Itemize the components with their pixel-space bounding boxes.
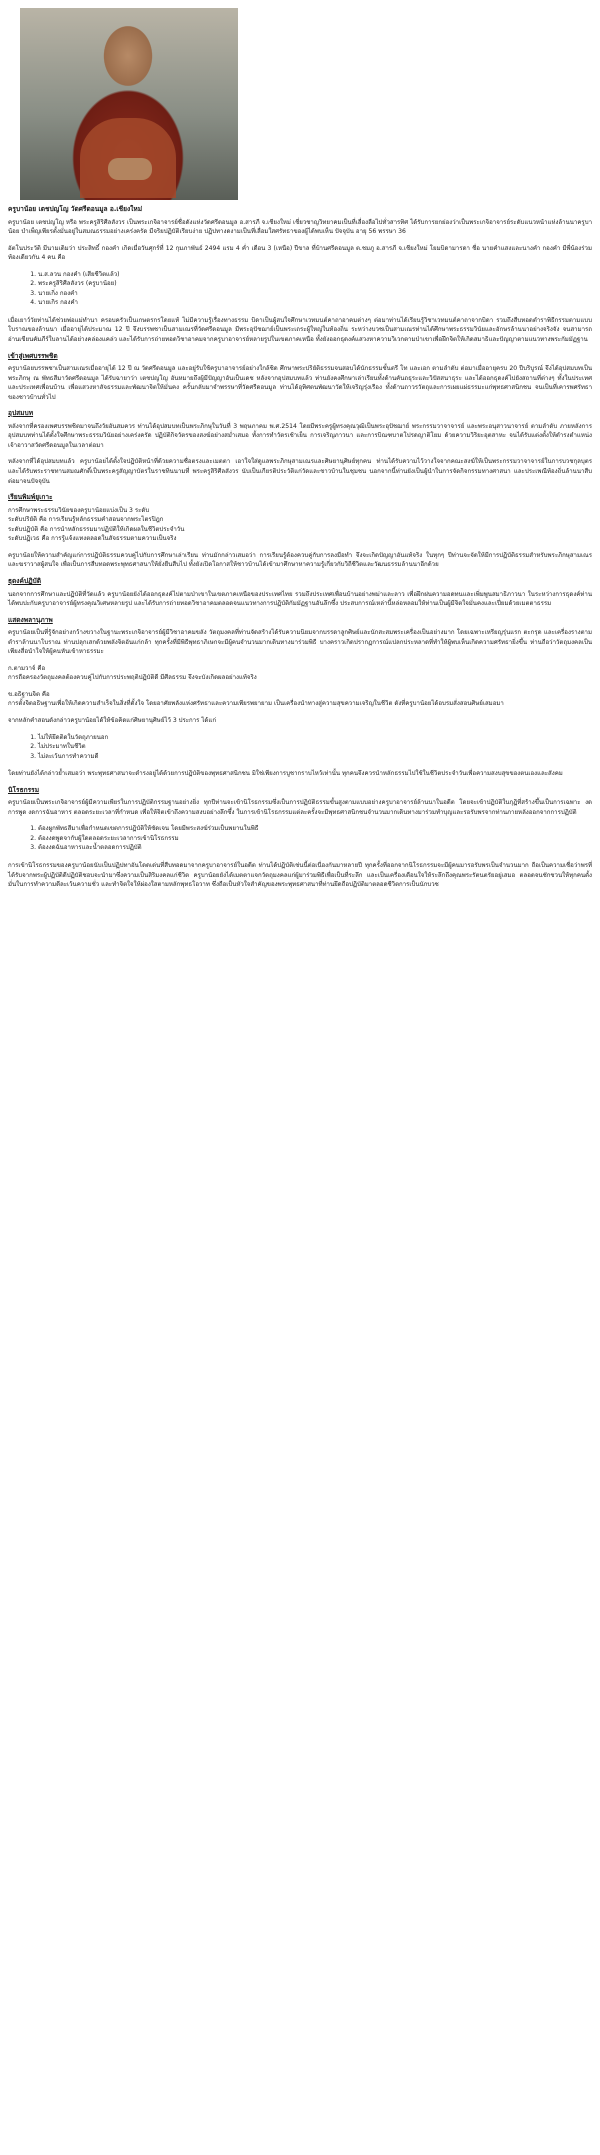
subsection-text: การถือครองวัตถุมงคลต้องควบคู่ไปกับการประพฤติปฏิบัติดี มีศีลธรรม จึงจะบังเกิดผลอย่างแท้จริง	[8, 674, 257, 682]
section-heading: แสดงพลานุภาพ	[8, 615, 53, 624]
subsection-text: การตั้งจิตอธิษฐานเพื่อให้เกิดความสำเร็จในสิ่งที่ตั้งใจ โดยอาศัยพลังแห่งศรัทธาและความเพียรพยายาม เป็นเครื่องนำทางสู่ความสุขความเจริญในชีวิต ดังที่ครูบาน้อยได้อบรมสั่งสอนศิษย์เสมอมา	[8, 700, 504, 708]
list-item: 1. ไม่ให้ยึดติดในวัตถุภายนอก	[38, 733, 592, 743]
list-item: 2. ไม่ประมาทในชีวิต	[38, 742, 592, 752]
section-intro: การศึกษาพระธรรมวินัยของครูบาน้อยแบ่งเป็น 3 ระดับ	[8, 506, 150, 514]
subsection-label: ก.ตามวาจ์ คือ	[8, 664, 46, 672]
section-paragraph: จากหลักคำสอนดังกล่าวครูบาน้อยได้ให้ข้อคิดแก่ศิษยานุศิษย์ไว้ 3 ประการ ได้แก่	[8, 716, 217, 724]
section-heading: อุปสมบท	[8, 409, 34, 418]
article-title: ครูบาน้อย เตชปญโญ วัดศรีดอนมูล อ.เชียงใหม่	[8, 205, 143, 213]
section-paragraph: หลังจากที่ได้อุปสมบทแล้ว ครูบาน้อยได้ตั้งใจปฏิบัติหน้าที่ด้วยความซื่อตรงและเมตตา เอาใจใส่ดูแลพระภิกษุสามเณรและศิษยานุศิษย์ทุกคน ท่านได้รับความไว้วางใจจากคณะสงฆ์ให้เป็นพระกรรมวาจาจารย์ในการบวชกุลบุตร และได้รับพระราชทานสมณศักดิ์เป็นพระครูสัญญาบัตรในราชทินนามที่ พระครูสิริศีลสังวร นับเป็นเกียรติประวัติแก่วัดและชาวบ้านในชุมชน นอกจากนี้ท่านยังเป็นผู้นำในการจัดกิจกรรมทางศาสนา และประเพณีท้องถิ่นล้านนาสืบต่อมาจนปัจจุบัน	[8, 458, 592, 485]
section-heading: เข้าสู่เพศบรรพชิต	[8, 351, 58, 360]
section-paragraph: นอกจากการศึกษาและปฏิบัติที่วัดแล้ว ครูบาน้อยยังได้ออกธุดงค์ไปตามป่าเขาในเขตภาคเหนือของประเทศไทย รวมถึงประเทศเพื่อนบ้านอย่างพม่าและลาว เพื่อฝึกฝนความอดทนและเพิ่มพูนสมาธิภาวนา ในระหว่างการธุดงค์ท่านได้พบปะกับครูบาอาจารย์ผู้ทรงคุณวิเศษหลายรูป และได้รับการถ่ายทอดวิชาอาคมตลอดจนแนวทางการปฏิบัติกัมมัฏฐานอันลึกซึ้ง ประสบการณ์เหล่านี้หล่อหลอมให้ท่านเป็นผู้มีจิตใจมั่นคงและเปี่ยมด้วยเมตตาธรรม	[8, 590, 592, 608]
level-item: ระดับปริยัติ คือ การเรียนรู้หลักธรรมคำสอนจากพระไตรปิฎก	[8, 516, 164, 524]
steps-list	[38, 824, 592, 853]
bio-paragraph: อัตโนประวัติ มีนามเดิมว่า ประสิทธิ์ กองคำ เกิดเมื่อวันศุกร์ที่ 12 กุมภาพันธ์ 2494 แรม 4 ค่ำ เดือน 3 (เหนือ) ปีขาล ที่บ้านศรีดอนมูล ต.ชมภู อ.สารภี จ.เชียงใหม่ โยมบิดามารดา ชื่อ นายคำแสงและนางคำ กองคำ มีพี่น้องร่วมท้องเดียวกัน 4 คน คือ	[8, 244, 592, 262]
section-paragraph: ครูบาน้อยเป็นพระเกจิอาจารย์ผู้มีความเพียรในการปฏิบัติกรรมฐานอย่างยิ่ง ทุกปีท่านจะเข้านิโรธกรรมซึ่งเป็นการปฏิบัติธรรมขั้นสูงตามแบบอย่างครูบาอาจารย์ล้านนาในอดีต โดยจะเข้าปฏิบัติในกุฏิที่สร้างขึ้นเป็นการเฉพาะ งดการพูด งดการฉันอาหาร ตลอดระยะเวลาที่กำหนด เพื่อให้จิตเข้าถึงความสงบอย่างลึกซึ้ง ในการเข้านิโรธกรรมแต่ละครั้งจะมีพุทธศาสนิกชนจำนวนมากเดินทางมาร่วมทำบุญและรอรับพรจากท่านภายหลังออกจากการปฏิบัติ	[8, 799, 592, 816]
article-content	[8, 205, 592, 897]
intro-paragraph: ครูบาน้อย เตชปญโญ หรือ พระครูสิริศีลสังวร เป็นพระเกจิอาจารย์ชื่อดังแห่งวัดศรีดอนมูล อ.สารภี จ.เชียงใหม่ เชี่ยวชาญวิทยาคมเป็นที่เลื่องลือไปทั่วสารทิศ ได้รับการยกย่องว่าเป็นพระเกจิอาจารย์ระดับแนวหน้าแห่งล้านนาครูบาน้อย บำเพ็ญเพียรตั้งมั่นอยู่ในสมณธรรมอย่างเคร่งครัด มีจริยปฏิบัติเรียบง่าย ปฏิปทางดงามเป็นที่เลื่อมใสศรัทธาของผู้ได้พบเห็น ปัจจุบัน อายุ 56 พรรษา 36	[8, 218, 592, 236]
monk-portrait-photo	[20, 8, 238, 200]
section-paragraph: โดยท่านยังได้กล่าวย้ำเสมอว่า พระพุทธศาสนาจะดำรงอยู่ได้ด้วยการปฏิบัติของพุทธศาสนิกชน มิใช่เพียงการบูชากราบไหว้เท่านั้น ทุกคนจึงควรนำหลักธรรมไปใช้ในชีวิตประจำวันเพื่อความสงบสุขของตนเองและสังคม	[8, 770, 563, 778]
level-item: ระดับปฏิบัติ คือ การนำหลักธรรมมาปฏิบัติให้เกิดผลในชีวิตประจำวัน	[8, 525, 185, 533]
list-item: 2. ต้องงดพูดจากับผู้ใดตลอดระยะเวลาการเข้านิโรธกรรม	[38, 834, 592, 844]
section-paragraph: ครูบาน้อยให้ความสำคัญแก่การปฏิบัติธรรมควบคู่ไปกับการศึกษาเล่าเรียน ท่านมักกล่าวเสมอว่า การเรียนรู้ต้องควบคู่กับการลงมือทำ จึงจะเกิดปัญญาอันแท้จริง ในทุกๆ ปีท่านจะจัดให้มีการปฏิบัติธรรมสำหรับพระภิกษุสามเณรและฆราวาสผู้สนใจ เพื่อเป็นการสืบทอดพระพุทธศาสนาให้ยั่งยืนสืบไป ทั้งยังเปิดโอกาสให้ชาวบ้านได้เข้ามาศึกษาหาความรู้เกี่ยวกับวิถีชีวิตและวัฒนธรรมล้านนาอีกด้วย	[8, 551, 592, 569]
section-paragraph: การเข้านิโรธกรรมของครูบาน้อยนับเป็นปฏิปทาอันโดดเด่นที่สืบทอดมาจากครูบาอาจารย์ในอดีต ท่านได้ปฏิบัติเช่นนี้ต่อเนื่องกันมาหลายปี ทุกครั้งที่ออกจากนิโรธกรรมจะมีผู้คนมารอรับพรเป็นจำนวนมาก ถือเป็นความเชื่อว่าพรที่ได้รับจากพระผู้ปฏิบัติดีปฏิบัติชอบจะนำมาซึ่งความเป็นสิริมงคลแก่ชีวิต ครูบาน้อยยังได้เมตตาแจกวัตถุมงคลแก่ผู้มาร่วมพิธีเพื่อเป็นที่ระลึก และเป็นเครื่องเตือนใจให้ระลึกถึงคุณพระรัตนตรัยอยู่เสมอ ตลอดจนชักชวนให้ทุกคนตั้งมั่นในการทำความดีละเว้นความชั่ว และทำจิตใจให้ผ่องใสตามหลักพุทธโอวาท ซึ่งถือเป็นหัวใจสำคัญของพระพุทธศาสนาที่ท่านยึดถือปฏิบัติมาตลอดชีวิตการเป็นนักบวช	[8, 861, 592, 889]
section-heading: นิโรธกรรม	[8, 785, 40, 794]
subsection-label: ข.อธิฐานจิต คือ	[8, 690, 50, 698]
section-heading: เรียนพิมพ์ยูเกาะ	[8, 493, 53, 502]
list-item: 1. ต้องผูกพัทธสีมาเพื่อกำหนดเขตการปฏิบัติให้ชัดเจน โดยมีพระสงฆ์ร่วมเป็นพยานในพิธี	[38, 824, 592, 834]
list-item: 3. ไม่ละเว้นการทำความดี	[38, 752, 592, 762]
points-list	[38, 733, 592, 762]
list-item: 1. น.ส.ลวน กองคำ (เสียชีวิตแล้ว)	[38, 270, 592, 280]
list-item: 3. นายเกิ่ง กองคำ	[38, 289, 592, 299]
level-item: ระดับปฏิเวธ คือ การรู้แจ้งแทงตลอดในสัจธรรมตามความเป็นจริง	[8, 535, 177, 543]
list-item: 3. ต้องงดฉันอาหารและน้ำตลอดการปฏิบัติ	[38, 843, 592, 853]
hands-detail	[108, 158, 152, 180]
section-paragraph: ครูบาน้อยเป็นที่รู้จักอย่างกว้างขวางในฐานะพระเกจิอาจารย์ผู้มีวิชาอาคมขลัง วัตถุมงคลที่ท่านจัดสร้างได้รับความนิยมจากบรรดาลูกศิษย์และนักสะสมพระเครื่องเป็นอย่างมาก โดยเฉพาะเหรียญรุ่นแรก ตะกรุด และเครื่องรางตามตำราล้านนาโบราณ ท่านปลุกเสกด้วยพลังจิตอันแก่กล้า ทุกครั้งที่มีพิธีพุทธาภิเษกจะมีผู้คนจำนวนมากเดินทางมาร่วมพิธี บางคราวเกิดปรากฏการณ์แปลกประหลาดที่ทำให้ผู้พบเห็นเกิดความศรัทธายิ่งขึ้น ท่านถือว่าวัตถุมงคลเป็นเพียงสื่อนำใจให้ผู้คนหันเข้าหาธรรมะ	[8, 629, 592, 656]
section-paragraph: ครูบาน้อยบรรพชาเป็นสามเณรเมื่ออายุได้ 12 ปี ณ วัดศรีดอนมูล และอยู่รับใช้ครูบาอาจารย์อย่างใกล้ชิด ศึกษาพระปริยัติธรรมจนสอบได้นักธรรมชั้นตรี โท และเอก ตามลำดับ ต่อมาเมื่ออายุครบ 20 ปีบริบูรณ์ จึงได้อุปสมบทเป็นพระภิกษุ ณ พัทธสีมาวัดศรีดอนมูล ได้รับฉายาว่า เตชปญโญ อันหมายถึงผู้มีปัญญาอันเป็นเดช หลังจากอุปสมบทแล้ว ท่านยังคงศึกษาเล่าเรียนทั้งด้านคันถธุระและวิปัสสนาธุระ และได้ออกธุดงค์ไปยังสถานที่ต่างๆ ทั้งในประเทศและประเทศเพื่อนบ้าน เพื่อแสวงหาสัจธรรมและพัฒนาจิตให้มั่นคง ครั้นกลับมาจำพรรษาที่วัดศรีดอนมูล ท่านได้อุทิศตนพัฒนาวัดให้เจริญรุ่งเรือง ทั้งด้านถาวรวัตถุและการเผยแผ่ธรรมะแก่พุทธศาสนิกชน จนเป็นที่เคารพศรัทธาของชาวบ้านทั่วไป	[8, 365, 592, 401]
family-paragraph: เมื่อเยาว์วัยท่านได้ช่วยพ่อแม่ทำนา ครอบครัวเป็นเกษตรกรโดยแท้ ไม่มีความรู้เรื่องทางธรรม บิดาเป็นผู้สนใจศึกษาเวทมนต์คาถาอาคมต่างๆ ต่อมาท่านได้เรียนรู้วิชาเวทมนต์คาถาจากบิดา รวมถึงสืบทอดตำราพิธีกรรมตามแบบโบราณของล้านนา เมื่ออายุได้ประมาณ 12 ปี จึงบรรพชาเป็นสามเณรที่วัดศรีดอนมูล มีพระอุปัชฌาย์เป็นพระเถระผู้ใหญ่ในท้องถิ่น ระหว่างบวชเป็นสามเณรท่านได้ศึกษาพระธรรมวินัยและอักษรล้านนาอย่างจริงจัง จนสามารถอ่านเขียนคัมภีร์ใบลานได้อย่างคล่องแคล่ว และได้รับการถ่ายทอดวิชาอาคมจากครูบาอาจารย์หลายรูปในเขตภาคเหนือ ทั้งยังออกธุดงค์แสวงหาความวิเวกตามป่าเขาเพื่อฝึกจิตให้เกิดสมาธิและปัญญาตามแนวทางพระกัมมัฏฐาน	[8, 316, 592, 344]
list-item: 4. นายเกิร กองคำ	[38, 298, 592, 308]
list-item: 2. พระครูสิริศีลสังวร (ครูบาน้อย)	[38, 279, 592, 289]
section-paragraph: หลังจากที่ครองเพศบรรพชิตมาจนถึงวัยอันสมควร ท่านได้อุปสมบทเป็นพระภิกษุในวันที่ 3 พฤษภาคม พ.ศ.2514 โดยมีพระครูผู้ทรงคุณวุฒิเป็นพระอุปัชฌาย์ พระกรรมวาจาจารย์ และพระอนุสาวนาจารย์ ตามลำดับ ภายหลังการอุปสมบทท่านได้ตั้งใจศึกษาพระธรรมวินัยอย่างเคร่งครัด ปฏิบัติกิจวัตรของสงฆ์อย่างสม่ำเสมอ ทั้งการทำวัตรเช้าเย็น การเจริญภาวนา และการบิณฑบาตโปรดญาติโยม ด้วยความวิริยะอุตสาหะ จนได้รับแต่งตั้งให้ดำรงตำแหน่งเจ้าอาวาสวัดศรีดอนมูลในเวลาต่อมา	[8, 422, 592, 449]
siblings-list	[38, 270, 592, 308]
section-heading: ธุดงค์ปฏิบัติ	[8, 576, 42, 585]
